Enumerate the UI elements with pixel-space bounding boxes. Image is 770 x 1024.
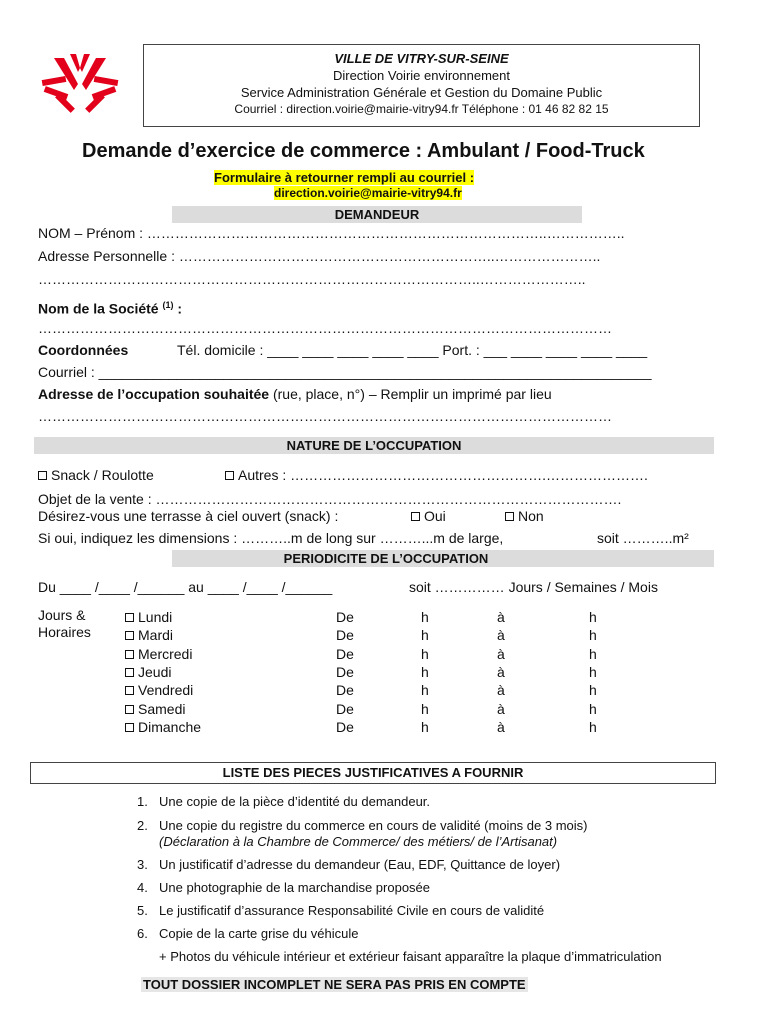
- a-label: à: [497, 645, 505, 662]
- de-label: De: [336, 663, 354, 680]
- adresse-field[interactable]: Adresse Personnelle : …………………………………………………………..…………………..: [38, 248, 601, 264]
- direction-name: Direction Voirie environnement: [332, 68, 511, 83]
- pieces-item2-note: (Déclaration à la Chambre de Commerce/ des métiers/ de l’Artisanat): [159, 834, 558, 849]
- day-label: Samedi: [138, 700, 186, 717]
- day-option[interactable]: [125, 701, 185, 717]
- checkbox-icon[interactable]: [125, 650, 134, 659]
- checkbox-icon[interactable]: [411, 512, 420, 521]
- list-item: [137, 903, 544, 919]
- day-option[interactable]: [125, 609, 172, 625]
- courriel-field[interactable]: Courriel : _______________________________________________________________________: [38, 364, 652, 380]
- occupation-address-field[interactable]: ……………………………………………………………………………………………………………: [38, 408, 612, 424]
- a-label: à: [497, 627, 505, 644]
- section-demandeur: DEMANDEUR: [172, 206, 582, 223]
- day-label: Mardi: [138, 627, 174, 644]
- day-option[interactable]: [125, 682, 193, 698]
- day-row: [0, 664, 770, 682]
- warning-text: TOUT DOSSIER INCOMPLET NE SERA PAS PRIS EN COMPTE: [143, 977, 526, 992]
- day-label: Lundi: [138, 609, 173, 625]
- coordonnees-label: Coordonnées: [38, 342, 129, 358]
- surface-field[interactable]: soit ………..m²: [597, 530, 689, 546]
- list-text: Une copie du registre du commerce en cours de validité (moins de 3 mois): [159, 818, 588, 833]
- return-email: direction.voirie@mairie-vitry94.fr: [274, 186, 462, 200]
- list-item: [137, 926, 358, 942]
- day-label: Vendredi: [138, 682, 194, 699]
- de-label: De: [336, 700, 354, 717]
- list-number: 4.: [137, 880, 148, 895]
- start-hour-field[interactable]: h: [421, 700, 429, 717]
- service-name: Service Administration Générale et Gestion du Domaine Public: [240, 85, 603, 100]
- day-row: [0, 682, 770, 700]
- a-label: à: [497, 718, 505, 735]
- day-option[interactable]: [125, 664, 171, 680]
- end-hour-field[interactable]: h: [589, 627, 597, 644]
- return-note: Formulaire à retourner rempli au courriel :: [214, 170, 475, 185]
- list-text: Une copie de la pièce d’identité du demandeur.: [159, 794, 431, 809]
- list-text: Un justificatif d’adresse du demandeur (Eau, EDF, Quittance de loyer): [159, 857, 561, 872]
- end-hour-field[interactable]: h: [589, 663, 597, 680]
- list-item: [137, 794, 430, 810]
- checkbox-icon[interactable]: [505, 512, 514, 521]
- list-item: [137, 857, 560, 873]
- pieces-title: LISTE DES PIECES JUSTIFICATIVES A FOURNIR: [30, 762, 716, 784]
- day-row: [0, 646, 770, 664]
- vitry-logo: [40, 54, 120, 116]
- de-label: De: [336, 645, 354, 662]
- list-number: 1.: [137, 794, 148, 809]
- start-hour-field[interactable]: h: [421, 609, 429, 625]
- day-label: Jeudi: [138, 663, 172, 680]
- day-label: Dimanche: [138, 718, 202, 735]
- checkbox-icon[interactable]: [125, 705, 134, 714]
- jours-label: Jours &: [38, 607, 86, 623]
- a-label: à: [497, 682, 505, 699]
- snack-option[interactable]: Snack / Roulotte: [38, 467, 154, 483]
- start-hour-field[interactable]: h: [421, 627, 429, 644]
- de-label: De: [336, 682, 354, 699]
- checkbox-icon[interactable]: [125, 613, 134, 622]
- day-row: [0, 609, 770, 627]
- date-range-field[interactable]: Du ____ /____ /______ au ____ /____ /______: [38, 579, 333, 595]
- section-nature: NATURE DE L’OCCUPATION: [34, 437, 714, 454]
- list-text: Une photographie de la marchandise proposée: [159, 880, 431, 895]
- day-row: [0, 701, 770, 719]
- adresse-field-2[interactable]: …………………………………………………………………………………..…………………..: [38, 271, 586, 287]
- list-item: [137, 818, 587, 834]
- start-hour-field[interactable]: h: [421, 663, 429, 680]
- checkbox-icon[interactable]: [125, 723, 134, 732]
- end-hour-field[interactable]: h: [589, 682, 597, 699]
- de-label: De: [336, 627, 354, 644]
- societe-label: Nom de la Société $^{(1)}$ :: [38, 300, 183, 317]
- list-number: 5.: [137, 903, 148, 918]
- occupation-address-label: Adresse de l’occupation souhaitée (rue, place, n°) – Remplir un imprimé par lieu: [38, 386, 552, 402]
- list-number: 6.: [137, 926, 148, 941]
- de-label: De: [336, 718, 354, 735]
- start-hour-field[interactable]: h: [421, 645, 429, 662]
- day-option[interactable]: [125, 646, 192, 662]
- day-row: [0, 627, 770, 645]
- list-number: 2.: [137, 818, 148, 833]
- a-label: à: [497, 609, 505, 625]
- nom-field[interactable]: NOM – Prénom : …………………………………………………………………………..……………..: [38, 225, 625, 241]
- a-label: à: [497, 700, 505, 717]
- photos-note: + Photos du véhicule intérieur et extérieur faisant apparaître la plaque d’immatriculation: [159, 949, 662, 964]
- day-option[interactable]: [125, 719, 201, 735]
- de-label: De: [336, 609, 354, 625]
- list-text: Copie de la carte grise du véhicule: [159, 926, 359, 941]
- end-hour-field[interactable]: h: [589, 700, 597, 717]
- dimensions-field[interactable]: Si oui, indiquez les dimensions : ………..m de long sur ………...m de large,: [38, 530, 504, 546]
- contact-line: Courriel : direction.voirie@mairie-vitry94.fr Téléphone : 01 46 82 82 15: [234, 102, 609, 116]
- start-hour-field[interactable]: h: [421, 718, 429, 735]
- autres-option[interactable]: Autres : ……………………………………………….………………….: [225, 467, 648, 483]
- objet-field[interactable]: Objet de la vente : ……………………………………………………………………………………….: [38, 491, 622, 507]
- end-hour-field[interactable]: h: [589, 718, 597, 735]
- end-hour-field[interactable]: h: [589, 609, 597, 625]
- oui-option[interactable]: Oui: [411, 508, 446, 524]
- day-label: Mercredi: [138, 645, 193, 662]
- start-hour-field[interactable]: h: [421, 682, 429, 699]
- section-periodicite: PERIODICITE DE L’OCCUPATION: [172, 550, 714, 567]
- day-row: [0, 719, 770, 737]
- list-item: [137, 880, 430, 896]
- header-box: [143, 44, 700, 127]
- list-number: 3.: [137, 857, 148, 872]
- checkbox-icon[interactable]: [125, 631, 134, 640]
- checkbox-icon[interactable]: [125, 668, 134, 677]
- page-title: Demande d’exercice de commerce : Ambulant / Food-Truck: [82, 140, 645, 162]
- day-option[interactable]: [125, 627, 173, 643]
- duration-field[interactable]: soit …………… Jours / Semaines / Mois: [409, 579, 658, 595]
- end-hour-field[interactable]: h: [589, 645, 597, 662]
- checkbox-icon[interactable]: [225, 471, 234, 480]
- non-option[interactable]: Non: [505, 508, 544, 524]
- horaires-label: Horaires: [38, 624, 91, 640]
- checkbox-icon[interactable]: [125, 686, 134, 695]
- terrasse-question: Désirez-vous une terrasse à ciel ouvert (snack) :: [38, 508, 339, 524]
- societe-field[interactable]: ……………………………………………………………………………………………………………: [38, 320, 612, 336]
- checkbox-icon[interactable]: [38, 471, 47, 480]
- telephone-field[interactable]: Tél. domicile : ____ ____ ____ ____ ____ Port. : ___ ____ ____ ____ ____: [177, 342, 648, 358]
- city-name: VILLE DE VITRY-SUR-SEINE: [334, 51, 509, 66]
- a-label: à: [497, 663, 505, 680]
- list-text: Le justificatif d’assurance Responsabilité Civile en cours de validité: [159, 903, 545, 918]
